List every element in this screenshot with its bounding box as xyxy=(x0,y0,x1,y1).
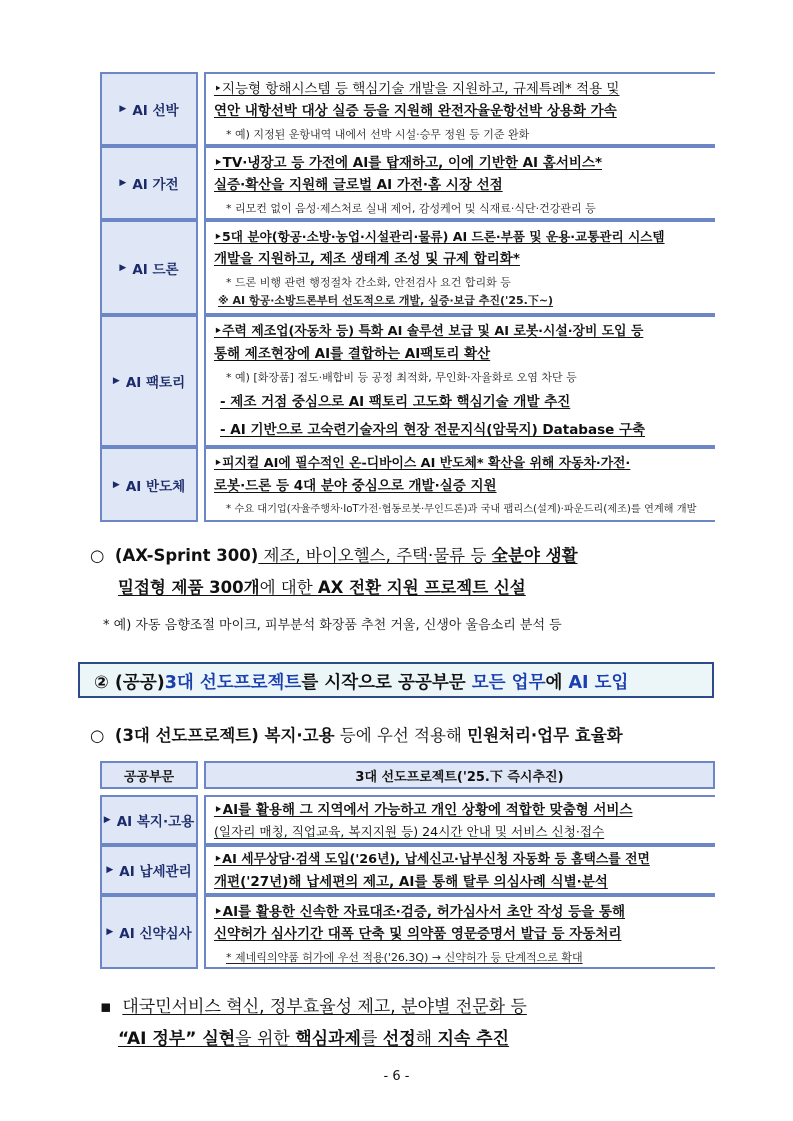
table-row xyxy=(100,895,715,969)
row-label: ▶ AI 반도체 xyxy=(100,447,198,522)
project-table xyxy=(100,795,715,975)
triangle-icon: ▶ xyxy=(119,262,127,273)
row-content xyxy=(204,447,715,522)
section-title: ② (공공)3대 선도프로젝트를 시작으로 공공부문 모든 업무에 AI 도입 xyxy=(94,673,629,693)
row-label: ▶ AI 가전 xyxy=(100,146,198,220)
table-header-right: 3대 선도프로젝트('25.下 즉시추진) xyxy=(204,761,715,789)
triangle-icon: ▶ xyxy=(112,479,120,490)
content-line: ‣지능형 항해시스템 등 핵심기술 개발을 지원하고, 규제특례* 적용 및 xyxy=(214,81,620,97)
triangle-icon: ▶ xyxy=(106,865,114,875)
triangle-icon: ▶ xyxy=(106,927,114,937)
content-line: 실증·확산을 지원해 글로벌 AI 가전·홈 시장 선점 xyxy=(214,177,503,193)
footnote: * 예) 지정된 운항내역 내에서 선박 시설·승무 정원 등 기준 완화 xyxy=(226,128,530,141)
closing-line-2: “AI 정부” 실현을 위한 핵심과제를 선정해 지속 추진 xyxy=(118,1029,510,1049)
page-number: - 6 - xyxy=(383,1069,410,1084)
footnote: * 제네릭의약품 허가에 우선 적용('26.3Q) → 신약허가 등 단계적으로 확대 xyxy=(226,951,583,964)
row-label: ▶ AI 드론 xyxy=(100,220,198,315)
sector-table xyxy=(100,72,715,522)
row-content xyxy=(204,146,715,220)
content-line: 개발을 지원하고, 제조 생태계 조성 및 규제 합리화* xyxy=(214,251,520,267)
public-line: ○ (3대 선도프로젝트) 복지·고용 등에 우선 적용해 민원처리·업무 효율화 xyxy=(90,726,623,745)
closing-line-1: ▪ 대국민서비스 혁신, 정부효율성 제고, 분야별 전문화 등 xyxy=(100,997,527,1017)
table-row xyxy=(100,220,715,315)
sprint-note: * 예) 자동 음향조절 마이크, 피부분석 화장품 추천 거울, 신생아 울음소리 분석 등 xyxy=(103,618,562,633)
row-label: ▶ AI 선박 xyxy=(100,72,198,146)
content-line: 신약허가 심사기간 대폭 단축 및 의약품 영문증명서 발급 등 자동처리 xyxy=(214,926,622,942)
content-line: ‣5대 분야(항공·소방·농업·시설관리·물류) AI 드론·부품 및 운용·교통관리 시스템 xyxy=(214,229,665,244)
content-line: ‣주력 제조업(자동차 등) 특화 AI 솔루션 보급 및 AI 로봇·시설·장비 도입 등 xyxy=(214,324,644,339)
reference-note: ※ AI 항공·소방드론부터 선도적으로 개발, 실증·보급 추진('25.下~) xyxy=(218,294,554,307)
sprint-line-2: 밀접형 제품 300개에 대한 AX 전환 지원 프로젝트 신설 xyxy=(118,578,526,597)
table-header-left: 공공부문 xyxy=(100,761,198,789)
content-line: ‣AI를 활용해 그 지역에서 가능하고 개인 상황에 적합한 맞춤형 서비스 xyxy=(214,802,633,818)
content-line: ‣TV·냉장고 등 가전에 AI를 탑재하고, 이에 기반한 AI 홈서비스* xyxy=(214,155,603,171)
content-line: (일자리 매칭, 직업교육, 복지지원 등) 24시간 안내 및 서비스 신청·접수 xyxy=(214,824,605,839)
content-line: 로봇·드론 등 4대 분야 중심으로 개발·실증 지원 xyxy=(214,478,497,494)
section-heading xyxy=(78,662,714,698)
footnote: * 리모컨 없이 음성·제스처로 실내 제어, 감성케어 및 식재료·식단·건강관리 등 xyxy=(226,202,596,215)
content-line: 개편('27년)해 납세편의 제고, AI를 통해 탈루 의심사례 식별·분석 xyxy=(214,874,608,890)
footnote: * 예) [화장품] 점도·배합비 등 공정 최적화, 무인화·자율화로 오염 차단 등 xyxy=(226,371,577,384)
row-content xyxy=(204,895,715,969)
footnote: * 수요 대기업(자율주행차·IoT가전·협동로봇·무인드론)과 국내 팹리스(설계)·파운드리(제조)를 연계해 개발 xyxy=(226,504,697,515)
row-content xyxy=(204,220,715,315)
table-row xyxy=(100,72,715,146)
table-row xyxy=(100,146,715,220)
footnote: * 드론 비행 관련 행정절차 간소화, 안전검사 요건 합리화 등 xyxy=(226,276,511,289)
content-line: ‣AI를 활용한 신속한 자료대조·검증, 허가심사서 초안 작성 등을 통해 xyxy=(214,904,626,920)
content-line: ‣피지컬 AI에 필수적인 온-디바이스 AI 반도체* 확산을 위해 자동차·가전· xyxy=(214,456,631,471)
content-line: - 제조 거점 중심으로 AI 팩토리 고도화 핵심기술 개발 추진 xyxy=(220,394,571,410)
row-content xyxy=(204,795,715,845)
row-label: ▶ AI 복지·고용 xyxy=(100,795,198,845)
table-row xyxy=(100,795,715,845)
triangle-icon: ▶ xyxy=(119,178,127,188)
sprint-line-1: ○ (AX-Sprint 300) 제조, 바이오헬스, 주택·물류 등 全분야 생활 xyxy=(90,546,578,565)
triangle-icon: ▶ xyxy=(119,104,127,114)
table-row xyxy=(100,447,715,522)
table-row xyxy=(100,845,715,895)
content-line: 통해 제조현장에 AI를 결합하는 AI팩토리 확산 xyxy=(214,346,491,362)
row-label: ▶ AI 납세관리 xyxy=(100,845,198,895)
row-label: ▶ AI 신약심사 xyxy=(100,895,198,969)
triangle-icon: ▶ xyxy=(103,815,111,825)
content-line: ‣AI 세무상담·검색 도입('26년), 납세신고·납부신청 자동화 등 홈택스를 전면 xyxy=(214,852,650,867)
table-row xyxy=(100,315,715,447)
content-line: 연안 내항선박 대상 실증 등을 지원해 완전자율운항선박 상용화 가속 xyxy=(214,103,617,119)
triangle-icon: ▶ xyxy=(112,376,120,386)
row-label: ▶ AI 팩토리 xyxy=(100,315,198,447)
row-content xyxy=(204,315,715,447)
row-content xyxy=(204,72,715,146)
content-line: - AI 기반으로 고숙련기술자의 현장 전문지식(암묵지) Database 구축 xyxy=(220,422,646,438)
row-content xyxy=(204,845,715,895)
